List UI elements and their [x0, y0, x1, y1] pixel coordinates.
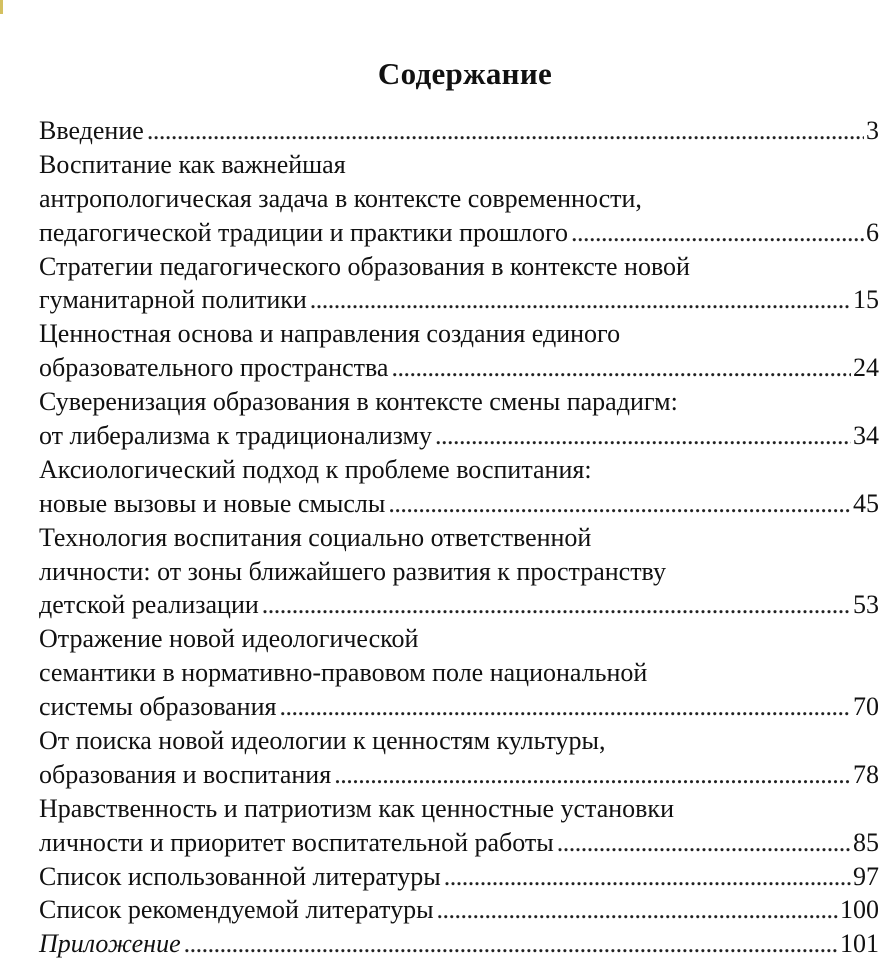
toc-entry — [39, 893, 879, 927]
toc-entry-leader-row — [39, 487, 879, 521]
toc-entry-title-line: Список рекомендуемой литературы — [39, 895, 434, 925]
toc-entry-title-line: системы образования — [39, 692, 277, 722]
toc-page-number: 45 — [853, 488, 879, 518]
toc-entry-title-line: образования и воспитания — [39, 759, 332, 789]
toc-entry-title-line: от либерализма к традиционализму — [39, 421, 432, 451]
toc-entry — [39, 860, 879, 894]
toc-page-number: 24 — [853, 353, 879, 383]
toc-entry-title-line: семантики в нормативно-правовом поле национальной — [39, 658, 648, 688]
dot-leader — [310, 283, 851, 317]
dot-leader — [571, 216, 864, 250]
toc-entry-title-line: образовательного пространства — [39, 353, 389, 383]
table-of-contents — [39, 114, 879, 961]
toc-entry — [39, 148, 879, 250]
toc-page-number: 100 — [840, 895, 879, 925]
toc-entry — [39, 521, 879, 623]
toc-entry-title-line: Аксиологический подход к проблеме воспитания: — [39, 454, 592, 484]
toc-page-number: 15 — [853, 285, 879, 315]
dot-leader — [557, 826, 851, 860]
toc-page-number: 78 — [853, 759, 879, 789]
toc-page-number: 6 — [866, 217, 879, 247]
page-title: Содержание — [377, 56, 553, 91]
toc-entry — [39, 114, 879, 148]
toc-entry-leader-row — [39, 860, 879, 894]
toc-entry — [39, 927, 879, 961]
toc-entry — [39, 622, 879, 724]
toc-page-number: 3 — [866, 116, 879, 145]
dot-leader — [435, 419, 851, 453]
toc-entry-title-line: Ценностная основа и направления создания единого — [39, 319, 621, 349]
toc-entry-title-line: личности и приоритет воспитательной работы — [39, 827, 554, 857]
dot-leader — [262, 588, 851, 622]
toc-entry — [39, 792, 879, 860]
toc-page-number: 97 — [853, 861, 879, 891]
toc-entry — [39, 317, 879, 385]
toc-entry-leader-row — [39, 351, 879, 385]
toc-entry-title-line: Список использованной литературы — [39, 861, 441, 891]
toc-page-number: 34 — [853, 421, 879, 451]
toc-entry-title-line: новые вызовы и новые смыслы — [39, 488, 386, 518]
toc-page-number: 101 — [840, 929, 879, 959]
dot-leader — [147, 114, 864, 148]
dot-leader — [437, 893, 838, 927]
toc-page-number: 70 — [853, 692, 879, 722]
dot-leader — [388, 487, 851, 521]
toc-entry-title-line: Приложение — [39, 929, 181, 959]
toc-page-number: 85 — [853, 827, 879, 857]
toc-entry-leader-row — [39, 114, 879, 148]
toc-entry-title-line: Отражение новой идеологической — [39, 624, 419, 654]
toc-entry-title-line: Стратегии педагогического образования в контексте новой — [39, 251, 690, 281]
toc-entry — [39, 453, 879, 521]
toc-entry-title-line: детской реализации — [39, 590, 259, 620]
dot-leader — [334, 758, 851, 792]
toc-entry-title-line: Технология воспитания социально ответственной — [39, 522, 592, 552]
toc-entry — [39, 724, 879, 792]
toc-entry-title-line: От поиска новой идеологии к ценностям культуры, — [39, 726, 606, 756]
toc-entry-leader-row — [39, 283, 879, 317]
toc-entry-leader-row — [39, 216, 879, 250]
toc-entry-leader-row — [39, 690, 879, 724]
toc-entry-title-line: Воспитание как важнейшая — [39, 149, 346, 179]
toc-entry-leader-row — [39, 927, 879, 961]
toc-entry — [39, 250, 879, 318]
dot-leader — [184, 927, 838, 961]
toc-page-number: 53 — [853, 590, 879, 620]
toc-entry-title-line: Суверенизация образования в контексте смены парадигм: — [39, 387, 678, 417]
scan-edge-mark — [0, 0, 3, 14]
toc-entry-leader-row — [39, 893, 879, 927]
toc-entry-leader-row — [39, 826, 879, 860]
toc-entry-title-line: Нравственность и патриотизм как ценностные установки — [39, 793, 674, 823]
toc-entry-leader-row — [39, 758, 879, 792]
toc-entry-title-line: антропологическая задача в контексте современности, — [39, 183, 642, 213]
dot-leader — [391, 351, 851, 385]
toc-entry-title-line: Введение — [39, 116, 144, 145]
dot-leader — [444, 860, 851, 894]
toc-entry-leader-row — [39, 588, 879, 622]
toc-entry-title-line: личности: от зоны ближайшего развития к пространству — [39, 556, 666, 586]
toc-entry-title-line: педагогической традиции и практики прошлого — [39, 217, 569, 247]
toc-entry-leader-row — [39, 419, 879, 453]
dot-leader — [279, 690, 851, 724]
toc-entry — [39, 385, 879, 453]
toc-entry-title-line: гуманитарной политики — [39, 285, 307, 315]
